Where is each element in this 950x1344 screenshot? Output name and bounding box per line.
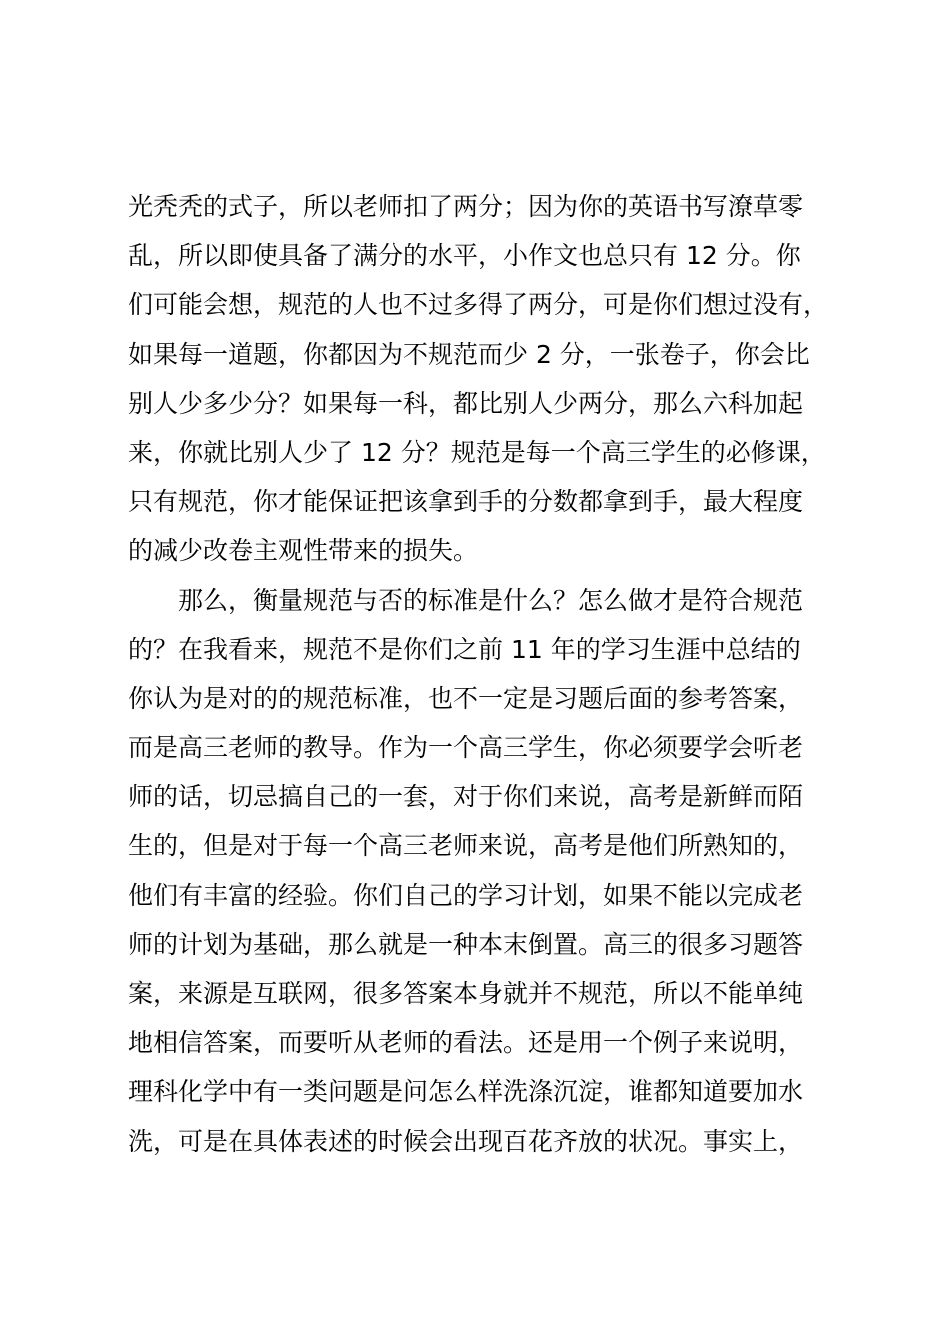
text-line: 光秃秃的式子，所以老师扣了两分；因为你的英语书写潦草零: [128, 192, 804, 221]
text-line: 的？在我看来，规范不是你们之前 11 年的学习生涯中总结的: [128, 634, 801, 664]
text-line: 洗，可是在具体表述的时候会出现百花齐放的状况。事实上，: [128, 1126, 804, 1156]
text-line: 生的，但是对于每一个高三老师来说，高考是他们所熟知的，: [128, 831, 804, 861]
text-line: 地相信答案，而要听从老师的看法。还是用一个例子来说明，: [128, 1028, 804, 1058]
text-line: 乱，所以即使具备了满分的水平，小作文也总只有 12 分。你: [128, 241, 801, 271]
text-line: 们可能会想，规范的人也不过多得了两分，可是你们想过没有，: [128, 290, 829, 320]
text-line: 案，来源是互联网，很多答案本身就并不规范，所以不能单纯: [128, 979, 804, 1008]
text-line: 来，你就比别人少了 12 分？规范是每一个高三学生的必修课，: [128, 437, 826, 467]
text-line: 如果每一道题，你都因为不规范而少 2 分，一张卷子，你会比: [128, 339, 810, 369]
text-line: 而是高三老师的教导。作为一个高三学生，你必须要学会听老: [128, 733, 804, 763]
text-line: 师的话，切忌搞自己的一套，对于你们来说，高考是新鲜而陌: [128, 782, 804, 812]
text-line: 你认为是对的的规范标准，也不一定是习题后面的参考答案，: [128, 683, 804, 713]
paragraph-2: [128, 576, 858, 1166]
text-line: 只有规范，你才能保证把该拿到手的分数都拿到手，最大程度: [128, 487, 804, 517]
text-line: 理科化学中有一类问题是问怎么样洗涤沉淀，谁都知道要加水: [128, 1077, 804, 1107]
text-line: 那么，衡量规范与否的标准是什么？怎么做才是符合规范: [178, 585, 804, 615]
document-body: [128, 182, 858, 1166]
paragraph-1: [128, 182, 858, 576]
text-line: 别人少多少分？如果每一科，都比别人少两分，那么六科加起: [128, 388, 804, 418]
text-line: 他们有丰富的经验。你们自己的学习计划，如果不能以完成老: [128, 880, 804, 910]
text-line: 师的计划为基础，那么就是一种本末倒置。高三的很多习题答: [128, 929, 804, 959]
text-line: 的减少改卷主观性带来的损失。: [128, 536, 479, 566]
